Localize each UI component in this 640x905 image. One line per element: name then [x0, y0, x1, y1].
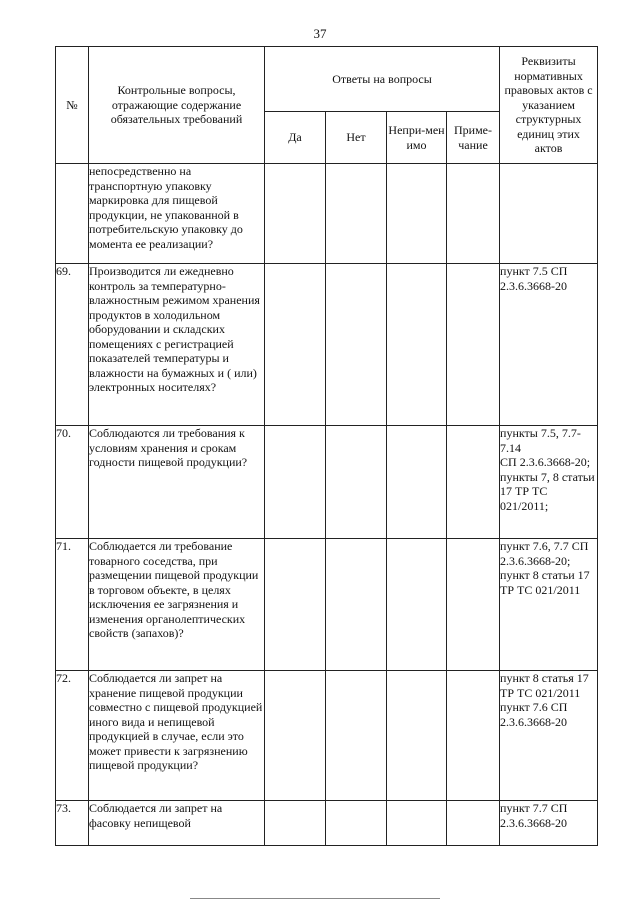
- answer-yes-cell: [265, 539, 326, 671]
- table-row: [56, 539, 598, 671]
- table-row: [56, 164, 598, 264]
- answer-na-cell: [387, 801, 447, 846]
- answer-yes-cell: [265, 801, 326, 846]
- ref-item: пункт 7.7 СП 2.3.6.3668-20: [500, 801, 568, 830]
- table-body: [56, 164, 598, 846]
- row-question: непосредственно на транспортную упаковку маркировка для пищевой продукции, не упакованной в потребительскую упаковку до момента ее реализации?: [89, 164, 265, 264]
- table-row: [56, 801, 598, 846]
- row-number: 70.: [56, 426, 89, 539]
- answer-no-cell: [326, 539, 387, 671]
- header-note: Приме-чание: [447, 112, 500, 164]
- ref-item: пункты 7, 8 статьи 17 ТР ТС 021/2011;: [500, 469, 595, 513]
- row-question: Соблюдается ли запрет на хранение пищевой продукции совместно с пищевой продукцией иного вида и непищевой продукцией в случае, если это может привести к загрязнению пищевой продукции?: [89, 671, 265, 801]
- row-number: 69.: [56, 264, 89, 426]
- answer-note-cell: [447, 426, 500, 539]
- answer-na-cell: [387, 164, 447, 264]
- row-question: Соблюдается ли запрет на фасовку непищевой: [89, 801, 265, 846]
- table-row: [56, 671, 598, 801]
- answer-na-cell: [387, 264, 447, 426]
- ref-item: пункт 8 статья 17 ТР ТС 021/2011: [500, 671, 589, 700]
- table-row: [56, 426, 598, 539]
- answer-yes-cell: [265, 671, 326, 801]
- answer-na-cell: [387, 539, 447, 671]
- answer-note-cell: [447, 164, 500, 264]
- answer-yes-cell: [265, 164, 326, 264]
- row-refs: [500, 164, 598, 264]
- table-row: [56, 264, 598, 426]
- answer-yes-cell: [265, 264, 326, 426]
- header-no: Нет: [326, 112, 387, 164]
- answer-no-cell: [326, 426, 387, 539]
- row-refs: [500, 264, 598, 426]
- header-yes: Да: [265, 112, 326, 164]
- answer-note-cell: [447, 671, 500, 801]
- ref-item: пункты 7.5, 7.7-7.14: [500, 426, 581, 455]
- ref-item: пункт 7.6, 7.7 СП 2.3.6.3668-20;: [500, 539, 589, 568]
- ref-item: пункт 7.6 СП 2.3.6.3668-20: [500, 700, 568, 729]
- row-question: Соблюдаются ли требования к условиям хранения и срокам годности пищевой продукции?: [89, 426, 265, 539]
- page-number: 37: [313, 26, 327, 41]
- row-refs: [500, 671, 598, 801]
- footer-line: [190, 898, 440, 899]
- requirements-table: [55, 46, 598, 846]
- answer-note-cell: [447, 801, 500, 846]
- header-number: №: [56, 47, 89, 164]
- row-number: [56, 164, 89, 264]
- header-not-applicable: Непри-мен имо: [387, 112, 447, 164]
- answer-no-cell: [326, 801, 387, 846]
- header-refs: Реквизиты нормативных правовых актов с указанием структурных единиц этих актов: [500, 47, 598, 164]
- header-question: Контрольные вопросы, отражающие содержание обязательных требований: [89, 47, 265, 164]
- ref-item: пункт 8 статьи 17 ТР ТС 021/2011: [500, 568, 590, 597]
- row-question: Производится ли ежедневно контроль за температурно-влажностным режимом хранения продуктов в холодильном оборудовании и складских помещениях с регистрацией показателей температуры и влажности на бумажных и ( или) электронных носителях?: [89, 264, 265, 426]
- ref-item: СП 2.3.6.3668-20;: [500, 455, 591, 469]
- ref-item: пункт 7.5 СП 2.3.6.3668-20: [500, 264, 568, 293]
- answer-na-cell: [387, 671, 447, 801]
- row-refs: [500, 539, 598, 671]
- row-number: 73.: [56, 801, 89, 846]
- row-number: 71.: [56, 539, 89, 671]
- row-refs: [500, 801, 598, 846]
- answer-note-cell: [447, 264, 500, 426]
- answer-yes-cell: [265, 426, 326, 539]
- row-question: Соблюдается ли требование товарного соседства, при размещении пищевой продукции в торговом объекте, в целях исключения ее загрязнения и изменения органолептических свойств (запахов)?: [89, 539, 265, 671]
- row-refs: [500, 426, 598, 539]
- answer-na-cell: [387, 426, 447, 539]
- answer-note-cell: [447, 539, 500, 671]
- header-answers: Ответы на вопросы: [265, 47, 500, 112]
- row-number: 72.: [56, 671, 89, 801]
- answer-no-cell: [326, 671, 387, 801]
- answer-no-cell: [326, 164, 387, 264]
- answer-no-cell: [326, 264, 387, 426]
